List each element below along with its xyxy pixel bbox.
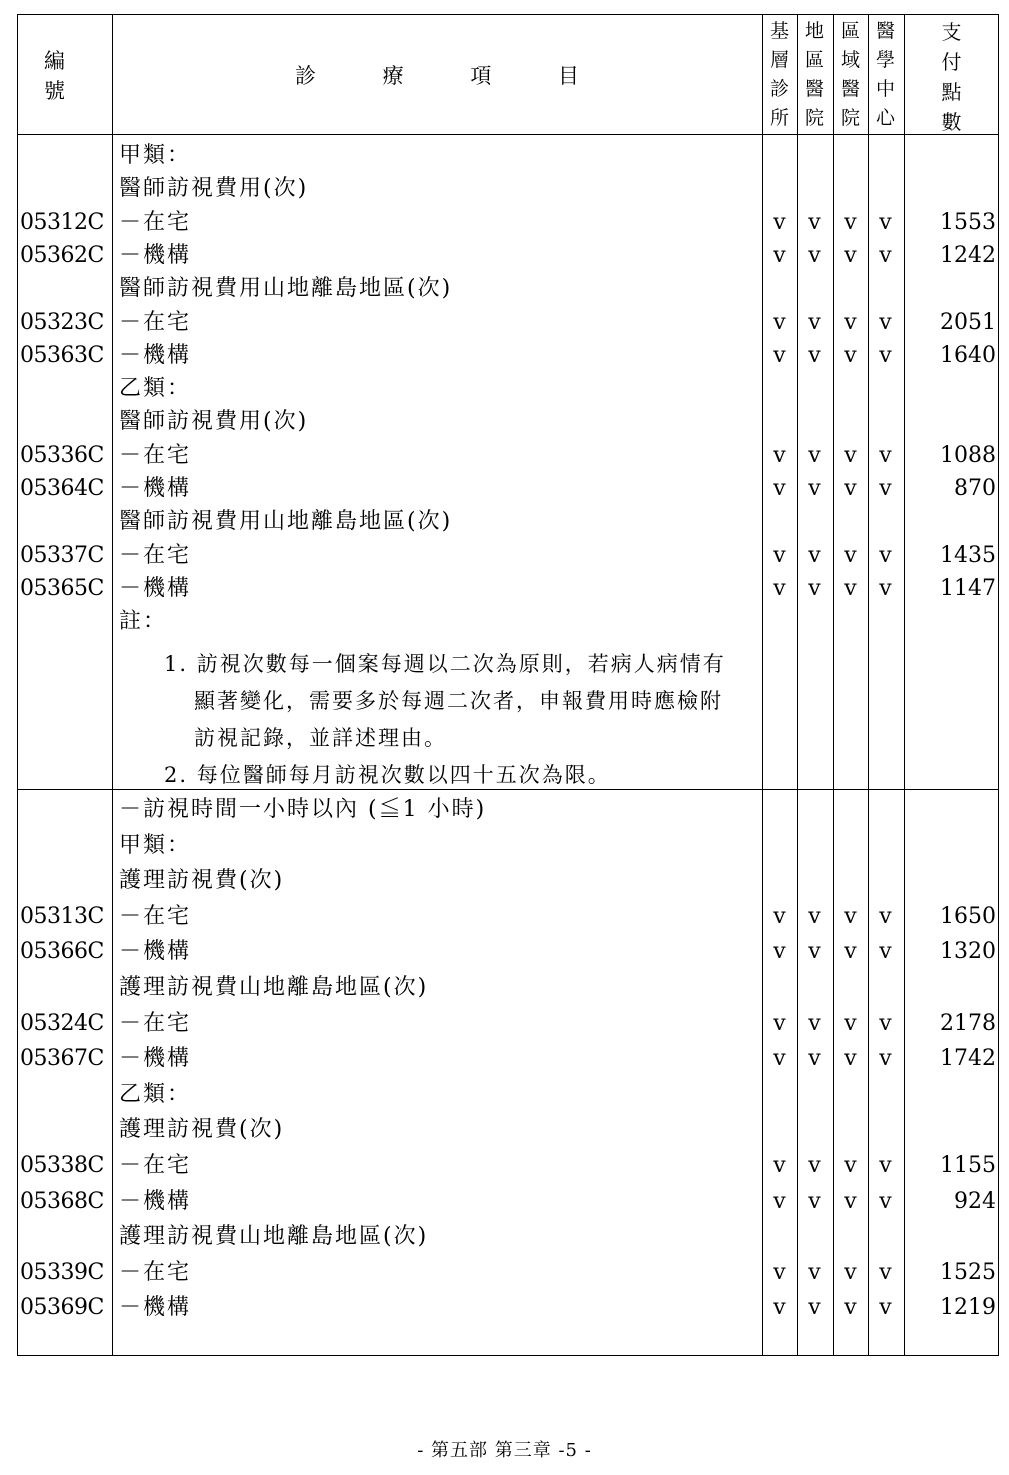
row-item: －機構 — [119, 242, 192, 268]
table-row — [18, 372, 1000, 405]
row-code: 05338C — [20, 1153, 104, 1178]
row-item: 甲類： — [119, 143, 192, 168]
row-code: 05366C — [20, 939, 104, 965]
row-level-check: v — [879, 442, 892, 468]
row-level-check: v — [844, 1188, 857, 1214]
header-level-char: 區 — [804, 49, 824, 71]
row-level-check: v — [879, 1188, 892, 1214]
row-level-check: v — [773, 242, 786, 268]
row-level-check: v — [773, 1259, 786, 1285]
row-level-check: v — [844, 903, 857, 929]
row-level-check: v — [879, 1010, 892, 1036]
header-level-char: 中 — [875, 78, 895, 100]
row-level-check: v — [844, 542, 857, 568]
header-level-char: 學 — [875, 49, 895, 71]
table-row — [18, 1113, 1000, 1146]
row-points: 1242 — [940, 242, 996, 268]
row-item: －在宅 — [119, 903, 192, 929]
row-level-check: v — [879, 1153, 892, 1178]
row-item: －機構 — [119, 476, 192, 501]
row-level-check: v — [844, 1046, 857, 1072]
header-level-medical-center — [868, 17, 903, 133]
table-row — [18, 172, 1000, 205]
row-level-check: v — [844, 476, 857, 501]
header-level-char: 地 — [804, 20, 824, 42]
row-item: －在宅 — [119, 309, 192, 335]
row-points: 1742 — [940, 1046, 996, 1072]
table-row — [18, 971, 1000, 1004]
row-level-check: v — [808, 542, 821, 568]
row-level-check: v — [773, 342, 786, 368]
row-item: 護理訪視費(次) — [119, 868, 285, 894]
row-level-check: v — [808, 1295, 821, 1321]
row-code: 05313C — [20, 903, 104, 929]
header-level-char: 域 — [840, 49, 860, 71]
row-level-check: v — [879, 342, 892, 368]
table-row — [18, 405, 1000, 438]
row-code: 05337C — [20, 542, 104, 568]
row-level-check: v — [879, 1046, 892, 1072]
row-item: －在宅 — [119, 1259, 192, 1285]
header-level-district — [797, 17, 832, 133]
row-level-check: v — [844, 242, 857, 268]
row-item: 註： — [119, 609, 168, 635]
row-code: 05369C — [20, 1295, 104, 1321]
note-line: 2. 每位醫師每月訪視次數以四十五次為限。 — [164, 763, 611, 787]
table-row — [18, 206, 1000, 239]
header-level-char: 醫 — [804, 78, 824, 100]
row-code: 05323C — [20, 309, 104, 335]
page-footer: - 第五部 第三章 -5 - — [417, 1440, 592, 1461]
row-item: 乙類： — [119, 376, 192, 402]
row-level-check: v — [808, 1153, 821, 1178]
note-line: 顯著變化，需要多於每週二次者，申報費用時應檢附 — [194, 689, 723, 713]
header-level-char: 心 — [875, 107, 895, 129]
row-level-check: v — [808, 939, 821, 965]
row-points: 1650 — [940, 903, 996, 929]
row-level-check: v — [844, 342, 857, 368]
table-row — [18, 900, 1000, 933]
row-item: －在宅 — [119, 209, 192, 235]
row-level-check: v — [808, 575, 821, 601]
row-item: －機構 — [119, 1188, 192, 1214]
row-level-check: v — [879, 575, 892, 601]
table-row — [18, 1078, 1000, 1111]
row-level-check: v — [808, 1188, 821, 1214]
row-item: －在宅 — [119, 1010, 192, 1036]
row-code: 05362C — [20, 242, 104, 268]
header-code: 編號 — [44, 48, 91, 103]
row-item: －在宅 — [119, 442, 192, 468]
row-code: 05312C — [20, 209, 104, 235]
row-level-check: v — [844, 309, 857, 335]
header-level-char: 院 — [804, 107, 824, 129]
row-level-check: v — [879, 309, 892, 335]
row-level-check: v — [844, 1153, 857, 1178]
row-level-check: v — [844, 442, 857, 468]
row-level-check: v — [773, 476, 786, 501]
table-row — [18, 1185, 1000, 1218]
row-points: 1155 — [940, 1153, 996, 1178]
table-row — [18, 605, 1000, 638]
table-row — [18, 239, 1000, 272]
row-item: 醫師訪視費用山地離島地區(次) — [119, 276, 453, 302]
table-row — [18, 793, 1000, 826]
row-code: 05336C — [20, 442, 104, 468]
header-points-char: 點 — [941, 80, 962, 104]
header-points — [904, 17, 999, 137]
row-points: 1320 — [940, 939, 996, 965]
table-row — [18, 339, 1000, 372]
row-item: －機構 — [119, 939, 192, 965]
row-level-check: v — [808, 242, 821, 268]
row-code: 05324C — [20, 1010, 104, 1036]
row-item: －機構 — [119, 1295, 192, 1321]
row-level-check: v — [879, 209, 892, 235]
row-item: －機構 — [119, 575, 192, 601]
table-row — [18, 1149, 1000, 1182]
header-level-regional — [833, 17, 868, 133]
row-level-check: v — [844, 575, 857, 601]
table-row — [18, 272, 1000, 305]
row-level-check: v — [808, 1259, 821, 1285]
row-code: 05364C — [20, 476, 104, 501]
row-level-check: v — [879, 1295, 892, 1321]
row-points: 1640 — [940, 342, 996, 368]
table-row — [18, 1220, 1000, 1253]
table-row — [18, 864, 1000, 897]
row-level-check: v — [773, 1295, 786, 1321]
row-level-check: v — [773, 209, 786, 235]
row-code: 05363C — [20, 342, 104, 368]
table-row — [18, 572, 1000, 605]
row-item: 護理訪視費(次) — [119, 1117, 285, 1143]
row-points: 924 — [954, 1188, 996, 1214]
table-row — [18, 1256, 1000, 1289]
header-divider — [18, 134, 998, 135]
row-level-check: v — [773, 939, 786, 965]
row-points: 1553 — [940, 209, 996, 235]
row-item: －在宅 — [119, 542, 192, 568]
header-points-char: 付 — [941, 50, 962, 74]
header-level-clinic — [762, 17, 797, 133]
table-row — [18, 139, 1000, 172]
header-points-char: 支 — [941, 20, 962, 44]
table-row — [18, 1007, 1000, 1040]
table-row — [18, 472, 1000, 505]
row-code: 05368C — [20, 1188, 104, 1214]
row-level-check: v — [808, 309, 821, 335]
note-line: 訪視記錄，並詳述理由。 — [194, 726, 447, 750]
row-points: 870 — [954, 476, 996, 501]
row-level-check: v — [773, 903, 786, 929]
row-points: 1435 — [940, 542, 996, 568]
row-level-check: v — [879, 939, 892, 965]
row-level-check: v — [808, 342, 821, 368]
table-row — [18, 439, 1000, 472]
header-level-char: 院 — [840, 107, 860, 129]
header-level-char: 醫 — [875, 20, 895, 42]
row-level-check: v — [844, 209, 857, 235]
note-line: 1. 訪視次數每一個案每週以二次為原則，若病人病情有 — [164, 652, 726, 676]
row-points: 1147 — [940, 575, 996, 601]
row-level-check: v — [844, 1010, 857, 1036]
row-level-check: v — [773, 542, 786, 568]
row-level-check: v — [808, 903, 821, 929]
row-level-check: v — [844, 1295, 857, 1321]
table-row — [18, 829, 1000, 862]
header-level-char: 醫 — [840, 78, 860, 100]
header-level-char: 基 — [769, 20, 789, 42]
table-row — [18, 1291, 1000, 1324]
table-row — [18, 1042, 1000, 1075]
row-level-check: v — [879, 542, 892, 568]
row-level-check: v — [773, 1153, 786, 1178]
table-row — [18, 505, 1000, 538]
header-level-char: 區 — [840, 20, 860, 42]
row-level-check: v — [844, 1259, 857, 1285]
table-row — [18, 539, 1000, 572]
row-points: 1525 — [940, 1259, 996, 1285]
row-points: 2178 — [940, 1010, 996, 1036]
row-item: 護理訪視費山地離島地區(次) — [119, 975, 429, 1000]
row-code: 05339C — [20, 1259, 104, 1285]
row-level-check: v — [773, 1010, 786, 1036]
row-level-check: v — [808, 1010, 821, 1036]
row-level-check: v — [808, 442, 821, 468]
row-item: 甲類： — [119, 832, 192, 858]
header-item: 診 療 項 目 — [294, 63, 580, 88]
header-level-char: 所 — [769, 107, 789, 129]
row-level-check: v — [773, 1046, 786, 1072]
row-level-check: v — [808, 1046, 821, 1072]
table-row — [18, 306, 1000, 339]
row-level-check: v — [879, 476, 892, 501]
row-code: 05365C — [20, 575, 104, 601]
header-level-char: 層 — [769, 49, 789, 71]
row-item: 乙類： — [119, 1081, 192, 1107]
row-points: 1088 — [940, 442, 996, 468]
row-item: －機構 — [119, 342, 192, 368]
table-row — [18, 935, 1000, 968]
row-item: －在宅 — [119, 1153, 192, 1178]
row-item: 護理訪視費山地離島地區(次) — [119, 1224, 429, 1250]
row-item: 醫師訪視費用山地離島地區(次) — [119, 509, 453, 535]
row-level-check: v — [808, 209, 821, 235]
row-code: 05367C — [20, 1046, 104, 1072]
row-level-check: v — [879, 1259, 892, 1285]
row-item: 醫師訪視費用(次) — [119, 409, 309, 435]
row-level-check: v — [773, 442, 786, 468]
row-level-check: v — [844, 939, 857, 965]
row-points: 2051 — [940, 309, 996, 335]
header-level-char: 診 — [769, 78, 789, 100]
row-level-check: v — [808, 476, 821, 501]
row-level-check: v — [879, 903, 892, 929]
row-level-check: v — [773, 1188, 786, 1214]
row-level-check: v — [773, 575, 786, 601]
row-level-check: v — [773, 309, 786, 335]
row-item: －機構 — [119, 1046, 192, 1072]
row-points: 1219 — [940, 1295, 996, 1321]
row-level-check: v — [879, 242, 892, 268]
fee-schedule-table — [17, 14, 999, 1356]
row-item: 醫師訪視費用(次) — [119, 176, 309, 202]
row-item: －訪視時間一小時以內 (≦1 小時) — [119, 797, 487, 822]
header-points-char: 數 — [941, 110, 962, 134]
